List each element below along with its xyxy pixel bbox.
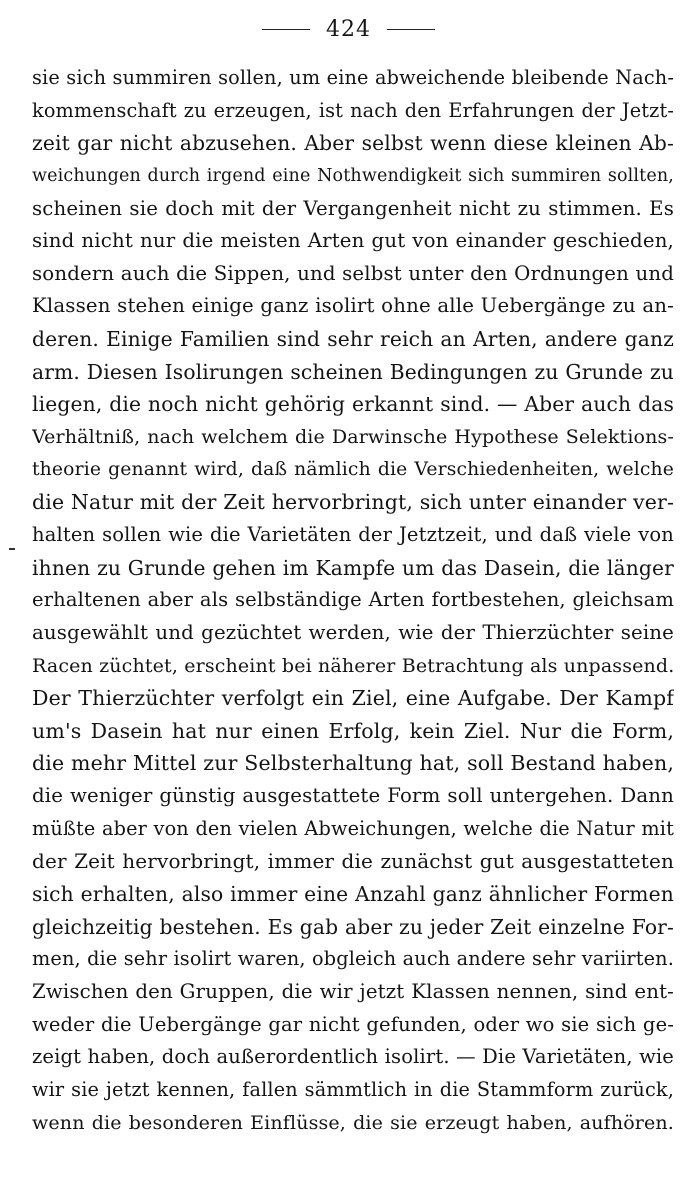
text-line: erhaltenen aber als selbständige Arten fortbestehen, gleichsam xyxy=(32,588,674,612)
text-line: ausgewählt und gezüchtet werden, wie der Thierzüchter seine xyxy=(32,620,674,644)
margin-mark xyxy=(9,548,15,550)
text-line: sondern auch die Sippen, und selbst unter den Ordnungen und xyxy=(32,261,674,285)
text-line: die Natur mit der Zeit hervorbringt, sich unter einander ver- xyxy=(32,490,674,515)
text-line: zeit gar nicht abzusehen. Aber selbst wenn diese kleinen Ab- xyxy=(32,131,674,156)
header-rule-left xyxy=(262,29,310,30)
text-line: Der Thierzüchter verfolgt ein Ziel, eine Aufgabe. Der Kampf xyxy=(32,686,674,711)
text-line: scheinen sie doch mit der Vergangenheit nicht zu stimmen. Es xyxy=(32,196,674,220)
text-line: weder die Uebergänge gar nicht gefunden, oder wo sie sich ge- xyxy=(32,1012,674,1036)
page-number: 424 xyxy=(326,16,371,42)
text-line: Klassen stehen einige ganz isolirt ohne alle Uebergänge zu an- xyxy=(32,294,674,318)
text-line: müßte aber von den vielen Abweichungen, welche die Natur mit xyxy=(32,816,674,840)
text-line: gleichzeitig bestehen. Es gab aber zu jeder Zeit einzelne For- xyxy=(32,914,674,939)
text-line: wir sie jetzt kennen, fallen sämmtlich in die Stammform zurück, xyxy=(32,1077,674,1101)
text-line: sich erhalten, also immer eine Anzahl ganz ähnlicher Formen xyxy=(32,882,674,907)
text-line: liegen, die noch nicht gehörig erkannt sind. — Aber auch das xyxy=(32,392,674,417)
text-line: die mehr Mittel zur Selbsterhaltung hat, soll Bestand haben, xyxy=(32,751,674,776)
header-rule-right xyxy=(387,29,435,30)
text-line: ihnen zu Grunde gehen im Kampfe um das Dasein, die länger xyxy=(32,555,674,580)
text-line: wenn die besonderen Einflüsse, die sie erzeugt haben, aufhören. xyxy=(32,1111,674,1134)
text-line: deren. Einige Familien sind sehr reich an Arten, andere ganz xyxy=(32,327,674,352)
text-line: die weniger günstig ausgestattete Form soll untergehen. Dann xyxy=(32,784,674,808)
text-line: theorie genannt wird, daß nämlich die Verschiedenheiten, welche xyxy=(32,458,674,480)
text-line: zeigt haben, doch außerordentlich isolirt. — Die Varietäten, wie xyxy=(32,1045,674,1069)
text-line: arm. Diesen Isolirungen scheinen Bedingungen zu Grunde zu xyxy=(32,359,674,384)
text-line: sind nicht nur die meisten Arten gut von einander geschieden, xyxy=(32,229,674,253)
page-header xyxy=(0,14,697,44)
text-line: sie sich summiren sollen, um eine abweichende bleibende Nach- xyxy=(32,66,674,89)
text-line: der Zeit hervorbringt, immer die zunächst gut ausgestatteten xyxy=(32,849,674,874)
text-line: Zwischen den Gruppen, die wir jetzt Klassen nennen, sind ent- xyxy=(32,979,674,1003)
text-line: men, die sehr isolirt waren, obgleich auch andere sehr variirten. xyxy=(32,947,674,971)
body-text xyxy=(32,62,674,1139)
text-line: Racen züchtet, erscheint bei näherer Betrachtung als unpassend. xyxy=(32,654,674,677)
text-line: Verhältniß, nach welchem die Darwinsche Hypothese Selektions- xyxy=(32,426,674,449)
text-line: weichungen durch irgend eine Nothwendigkeit sich summiren sollten, xyxy=(32,165,674,186)
text-line: halten sollen wie die Varietäten der Jetztzeit, und daß viele von xyxy=(32,522,674,546)
text-line: kommenschaft zu erzeugen, ist nach den Erfahrungen der Jetzt- xyxy=(32,98,674,122)
text-line: um's Dasein hat nur einen Erfolg, kein Ziel. Nur die Form, xyxy=(32,718,674,743)
